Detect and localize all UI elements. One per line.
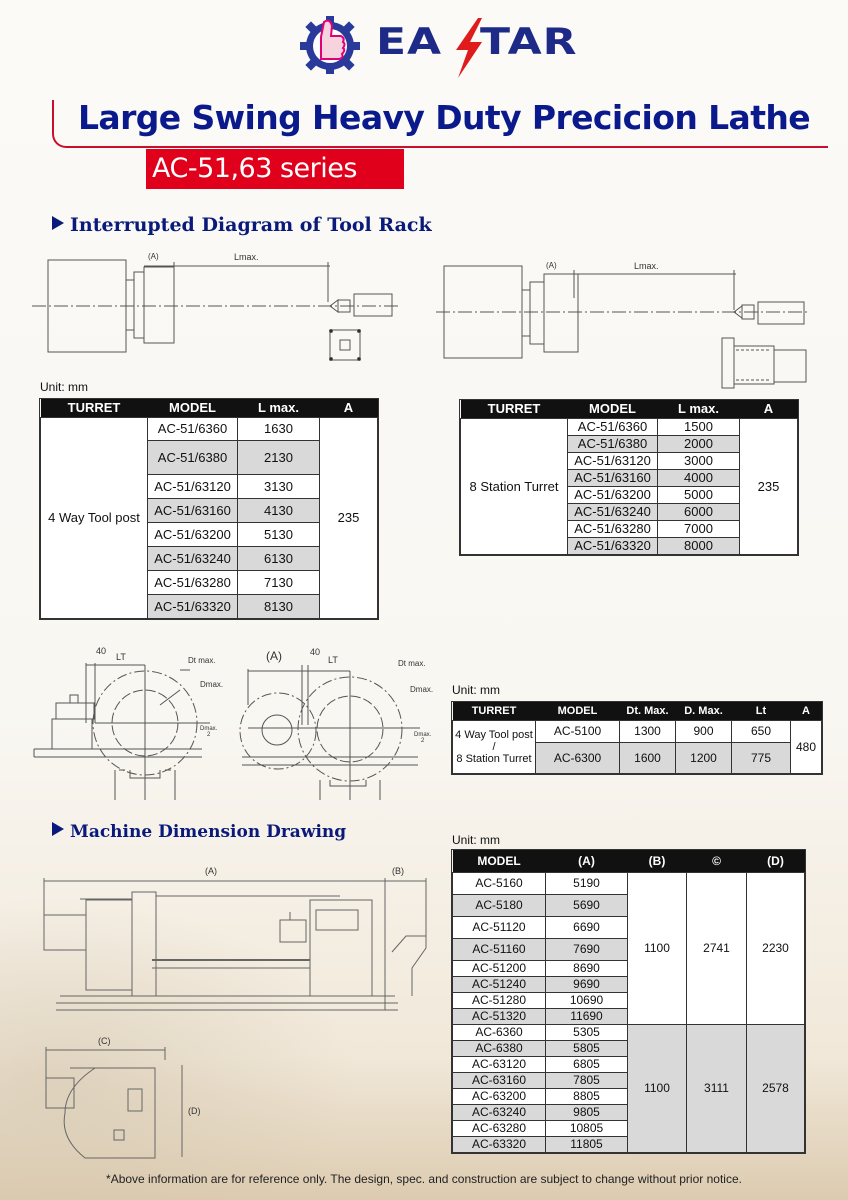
label-c: (C) [98,1036,111,1046]
label-a: (A) [148,252,159,261]
a-cell: 5305 [546,1024,628,1040]
d-max-cell: 900 [676,720,732,742]
column-header: TURRET [41,399,148,417]
label-lmax: Lmax. [234,252,259,262]
model-cell: AC-51/63120 [568,452,658,469]
column-header: (A) [546,850,628,872]
model-cell: AC-6380 [453,1040,546,1056]
a-cell: 11690 [546,1008,628,1024]
model-cell: AC-5100 [536,720,620,742]
unit-label: Unit: mm [40,380,88,394]
d-cell: 2578 [747,1024,805,1152]
model-cell: AC-51/63320 [148,594,238,618]
lmax-cell: 8130 [238,594,320,618]
column-header: MODEL [536,702,620,720]
column-header: TURRET [461,400,568,418]
lmax-cell: 2130 [238,440,320,474]
lt-cell: 650 [732,720,791,742]
model-cell: AC-51/63160 [148,498,238,522]
c-cell: 3111 [687,1024,747,1152]
lmax-cell: 4000 [658,469,740,486]
turret-line: 4 Way Tool post [455,728,533,741]
column-header: MODEL [453,850,546,872]
model-cell: AC-51/6360 [568,418,658,435]
label-dmax-half-numerator: Dmax. [414,732,432,738]
lmax-cell: 7130 [238,570,320,594]
model-cell: AC-51/63320 [568,537,658,554]
b-cell: 1100 [628,872,687,1024]
label-a: (A) [266,649,282,663]
table-row [453,720,822,742]
lmax-cell: 3130 [238,474,320,498]
unit-label: Unit: mm [452,683,500,697]
label-b: (B) [392,866,404,876]
a-cell: 5690 [546,894,628,916]
a-cell: 6690 [546,916,628,938]
column-header: TURRET [453,702,536,720]
label-dt-max: Dt max. [398,659,426,668]
model-cell: AC-6360 [453,1024,546,1040]
a-cell: 9805 [546,1104,628,1120]
column-header: © [687,850,747,872]
dimension-table-body [453,872,805,1152]
lmax-cell: 5000 [658,486,740,503]
tool-rack-diagram-8station [440,258,820,393]
turret-cell: 8 Station Turret [461,418,568,554]
column-header: (D) [747,850,805,872]
a-cell: 11805 [546,1136,628,1152]
triangle-bullet-icon [52,216,64,230]
table-row [461,418,798,435]
a-cell: 480 [791,720,822,773]
column-header: D. Max. [676,702,732,720]
dt-max-cell: 1300 [620,720,676,742]
turret-cell: 4 Way Tool post [41,417,148,618]
model-cell: AC-63200 [453,1088,546,1104]
label-40: 40 [310,647,321,657]
page-title: Large Swing Heavy Duty Precicion Lathe [78,98,811,137]
lmax-cell: 6130 [238,546,320,570]
model-cell: AC-51320 [453,1008,546,1024]
table-row [453,1024,805,1040]
a-cell: 9690 [546,976,628,992]
logo-wordmark-right: TAR [480,21,578,63]
table-4way-tool-post [40,399,378,619]
label-dmax-half [414,732,431,744]
model-cell: AC-6300 [536,742,620,773]
turret-line: 8 Station Turret [456,752,532,765]
label-lt: LT [328,655,338,665]
label-lt: LT [116,652,126,662]
model-cell: AC-51/63240 [148,546,238,570]
label-a: (A) [546,261,557,270]
table-swing [452,702,822,774]
a-cell: 7690 [546,938,628,960]
model-cell: AC-51/63120 [148,474,238,498]
model-cell: AC-5160 [453,872,546,894]
unit-label: Unit: mm [452,833,500,847]
eastar-logo [298,8,578,78]
tool-rack-diagram-4way [40,250,420,370]
triangle-bullet-icon [52,822,64,836]
a-cell: 6805 [546,1056,628,1072]
column-header: A [320,399,378,417]
lmax-cell: 1630 [238,417,320,440]
section-heading-text: Machine Dimension Drawing [70,822,347,842]
column-header: A [740,400,798,418]
lt-cell: 775 [732,742,791,773]
section-heading-text: Interrupted Diagram of Tool Rack [70,214,432,236]
model-cell: AC-51200 [453,960,546,976]
a-cell: 7805 [546,1072,628,1088]
series-badge: AC-51,63 series [146,149,404,189]
model-cell: AC-51/63280 [568,520,658,537]
a-cell: 8690 [546,960,628,976]
model-cell: AC-51280 [453,992,546,1008]
table-row [41,417,378,440]
model-cell: AC-51/63280 [148,570,238,594]
label-dmax: Dmax. [410,685,434,694]
column-header: (B) [628,850,687,872]
model-cell: AC-63160 [453,1072,546,1088]
model-cell: AC-51120 [453,916,546,938]
a-cell: 5805 [546,1040,628,1056]
turret-cell [453,720,536,773]
section-heading-machine-dimension [52,822,346,842]
column-header: Lt [732,702,791,720]
c-cell: 2741 [687,872,747,1024]
a-cell: 235 [320,417,378,618]
a-cell: 10805 [546,1120,628,1136]
label-dmax-half-denominator: 2 [207,732,211,738]
model-cell: AC-51/63200 [148,522,238,546]
lmax-cell: 8000 [658,537,740,554]
label-lmax: Lmax. [634,261,659,271]
column-header: A [791,702,822,720]
label-40: 40 [96,646,107,656]
dt-max-cell: 1600 [620,742,676,773]
model-cell: AC-51240 [453,976,546,992]
lmax-cell: 1500 [658,418,740,435]
column-header: MODEL [148,399,238,417]
section-heading-tool-rack [52,214,432,236]
d-max-cell: 1200 [676,742,732,773]
label-d: (D) [188,1106,201,1116]
model-cell: AC-51/6360 [148,417,238,440]
label-a: (A) [205,866,217,876]
model-cell: AC-51160 [453,938,546,960]
thumbs-up-gear-icon [298,12,362,76]
model-cell: AC-51/63160 [568,469,658,486]
model-cell: AC-51/6380 [148,440,238,474]
disclaimer: *Above information are for reference only. The design, spec. and construction are subject to change without prior notice. [106,1172,742,1186]
machine-dimension-diagram [40,860,440,1130]
lmax-cell: 2000 [658,435,740,452]
turret-line: / [492,740,496,753]
lmax-cell: 7000 [658,520,740,537]
column-header: L max. [238,399,320,417]
b-cell: 1100 [628,1024,687,1152]
a-cell: 10690 [546,992,628,1008]
label-dmax-half-denominator: 2 [421,738,425,744]
model-cell: AC-51/6380 [568,435,658,452]
logo-wordmark-left: EA [376,21,443,63]
model-cell: AC-5180 [453,894,546,916]
d-cell: 2230 [747,872,805,1024]
swing-diagram [30,645,440,800]
model-cell: AC-51/63240 [568,503,658,520]
a-cell: 8805 [546,1088,628,1104]
a-cell: 5190 [546,872,628,894]
column-header: MODEL [568,400,658,418]
a-cell: 235 [740,418,798,554]
model-cell: AC-63320 [453,1136,546,1152]
label-dmax: Dmax. [200,680,224,689]
model-cell: AC-63240 [453,1104,546,1120]
table-row [453,872,805,894]
model-cell: AC-63120 [453,1056,546,1072]
model-cell: AC-51/63200 [568,486,658,503]
lmax-cell: 5130 [238,522,320,546]
lmax-cell: 4130 [238,498,320,522]
model-cell: AC-63280 [453,1120,546,1136]
label-dmax-half [200,726,217,738]
column-header: Dt. Max. [620,702,676,720]
label-dmax-half-numerator: Dmax. [200,726,218,732]
table-machine-dimension [452,850,805,1153]
column-header: L max. [658,400,740,418]
lmax-cell: 3000 [658,452,740,469]
lmax-cell: 6000 [658,503,740,520]
label-dt-max: Dt max. [188,656,216,665]
table-8-station-turret [460,400,798,555]
